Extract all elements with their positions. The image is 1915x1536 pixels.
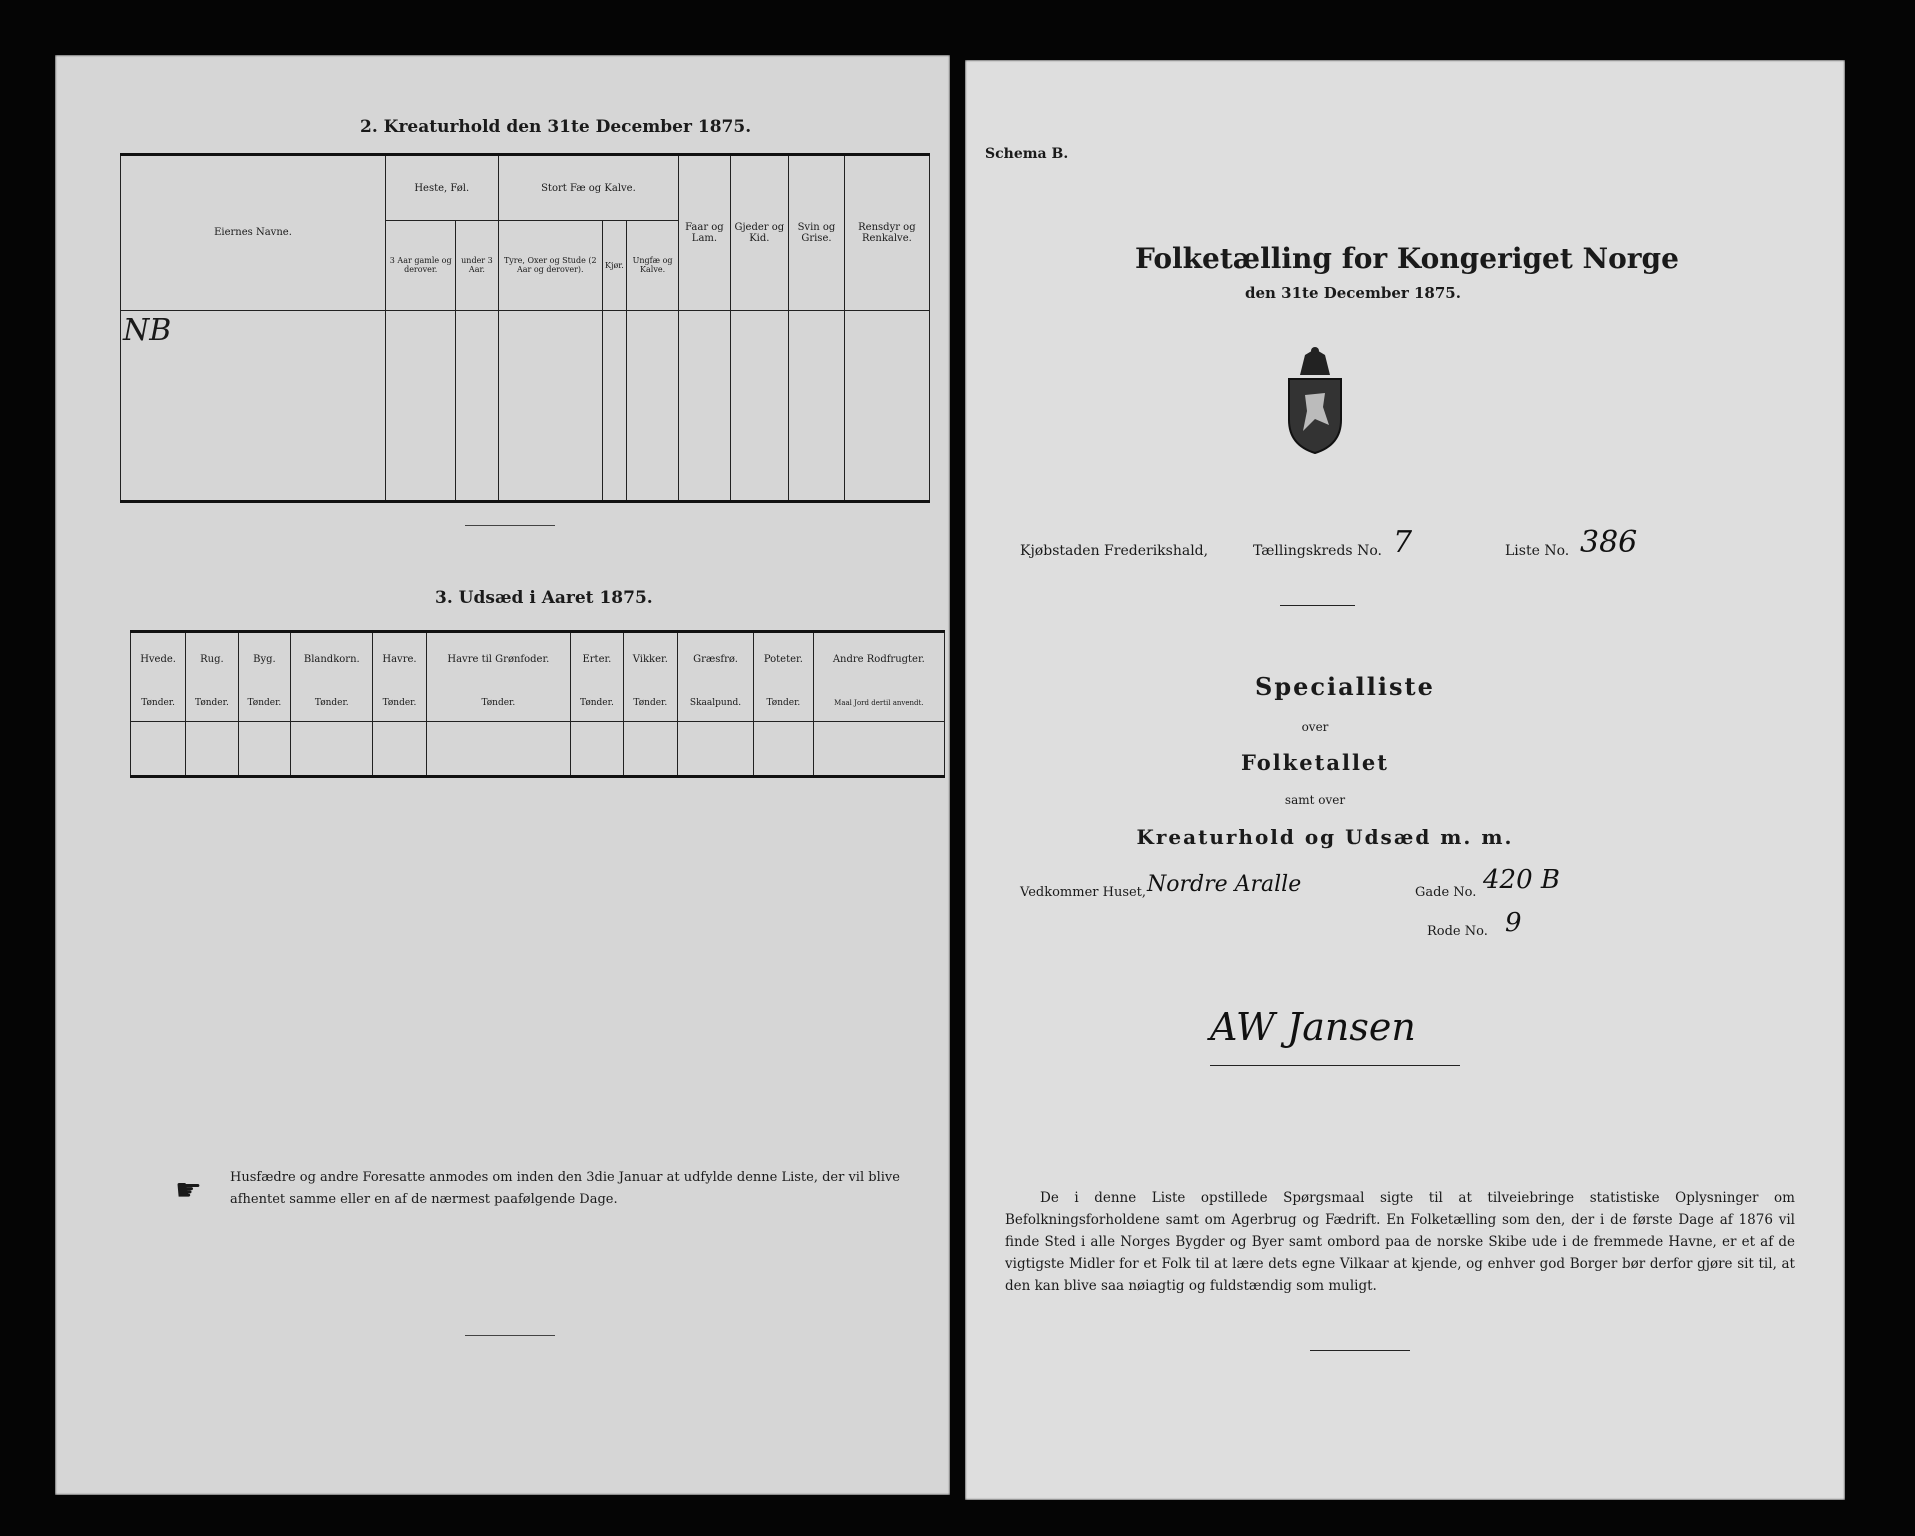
kjobstad-label: Kjøbstaden Frederikshald, <box>1020 543 1209 559</box>
reindeer-header: Rensdyr og Renkalve. <box>844 155 929 311</box>
schema-label: Schema B. <box>985 146 1069 162</box>
huset-label: Vedkommer Huset, <box>1020 885 1147 900</box>
unit-3: Tønder. <box>291 686 373 722</box>
crop-header-9: Poteter. <box>754 632 814 686</box>
unit-7: Tønder. <box>623 686 677 722</box>
unit-2: Tønder. <box>238 686 290 722</box>
owner-header: Eiernes Navne. <box>121 155 386 311</box>
liste-value: 386 <box>1580 525 1638 560</box>
horses-sub-2: under 3 Aar. <box>456 221 498 310</box>
crop-header-6: Erter. <box>571 632 623 686</box>
gade-value: 420 B <box>1483 865 1560 895</box>
pointing-hand-icon: ☛ <box>175 1173 202 1208</box>
crop-header-8: Græsfrø. <box>677 632 753 686</box>
crop-header-7: Vikker. <box>623 632 677 686</box>
specialliste-title: Specialliste <box>1255 672 1435 701</box>
notice-text: Husfædre og andre Foresatte anmodes om inden den 3die Januar at udfylde denne Liste, der vil blive afhentet samme eller en af de nærmest paafølgende Dage. <box>230 1170 900 1207</box>
unit-4: Tønder. <box>373 686 426 722</box>
unit-6: Tønder. <box>571 686 623 722</box>
over-1: over <box>1301 720 1329 734</box>
huset-value: Nordre Aralle <box>1147 872 1302 897</box>
cattle-sub-3: Ungfæ og Kalve. <box>626 221 679 310</box>
horses-header: Heste, Føl. <box>386 155 499 221</box>
kreaturhold-title: Kreaturhold og Udsæd m. m. <box>1136 825 1514 849</box>
cattle-sub-2: Kjør. <box>603 221 627 310</box>
left-page <box>55 55 950 1495</box>
sheep-header: Faar og Lam. <box>679 155 730 311</box>
goats-header: Gjeder og Kid. <box>730 155 789 311</box>
section-2-title: 2. Kreaturhold den 31te December 1875. <box>360 117 752 137</box>
kreds-value: 7 <box>1393 525 1413 560</box>
pigs-header: Svin og Grise. <box>789 155 845 311</box>
unit-9: Tønder. <box>754 686 814 722</box>
cattle-header: Stort Fæ og Kalve. <box>498 155 679 221</box>
liste-label: Liste No. <box>1505 543 1570 559</box>
gade-label: Gade No. <box>1415 885 1477 900</box>
livestock-table <box>120 153 930 503</box>
horses-sub-1: 3 Aar gamle og derover. <box>386 221 456 310</box>
rode-label: Rode No. <box>1427 924 1488 939</box>
divider-1 <box>465 525 555 526</box>
right-page <box>965 60 1845 1500</box>
crop-header-0: Hvede. <box>131 632 186 686</box>
main-title: Folketælling for Kongeriget Norge <box>1135 242 1679 275</box>
unit-5: Tønder. <box>426 686 571 722</box>
crop-header-3: Blandkorn. <box>291 632 373 686</box>
section-3-title: 3. Udsæd i Aaret 1875. <box>435 588 653 608</box>
crop-header-1: Rug. <box>186 632 238 686</box>
signature-line <box>1210 1065 1460 1066</box>
sowing-table <box>130 630 945 778</box>
signature: AW Jansen <box>1210 1005 1416 1049</box>
samt-over: samt over <box>1284 793 1346 807</box>
unit-0: Tønder. <box>131 686 186 722</box>
owner-mark: NB <box>121 310 386 350</box>
crop-header-2: Byg. <box>238 632 290 686</box>
explanation-paragraph: De i denne Liste opstillede Spørgsmaal sigte til at tilveiebringe statistiske Oplysninger om Befolkningsforholdene samt om Agerbrug og Fædrift. En Folketælling som den, der i de første Dage af 1876 vil finde Sted i alle Norges Bygder og Byer samt ombord paa de norske Skibe ude i de fremmede Havne, er et af de vigtigste Midler for et Folk til at lære dets egne Vilkaar at kjende, og enhver god Borger bør derfor gjøre sit til, at den kan blive saa nøiagtig og fuldstændig som muligt. <box>1005 1190 1795 1294</box>
folketallet-title: Folketallet <box>1241 750 1389 775</box>
rode-value: 9 <box>1505 908 1522 938</box>
divider-r1 <box>1280 605 1355 606</box>
unit-10: Maal Jord dertil anvendt. <box>813 686 944 722</box>
census-date: den 31te December 1875. <box>1245 284 1461 302</box>
unit-8: Skaalpund. <box>677 686 753 722</box>
kreds-label: Tællingskreds No. <box>1253 543 1382 559</box>
unit-1: Tønder. <box>186 686 238 722</box>
crop-header-10: Andre Rodfrugter. <box>813 632 944 686</box>
divider-2 <box>465 1335 555 1336</box>
crop-header-5: Havre til Grønfoder. <box>426 632 571 686</box>
crop-header-4: Havre. <box>373 632 426 686</box>
divider-r2 <box>1310 1350 1410 1351</box>
cattle-sub-1: Tyre, Oxer og Stude (2 Aar og derover). <box>498 221 603 310</box>
coat-of-arms-icon <box>1275 345 1355 455</box>
